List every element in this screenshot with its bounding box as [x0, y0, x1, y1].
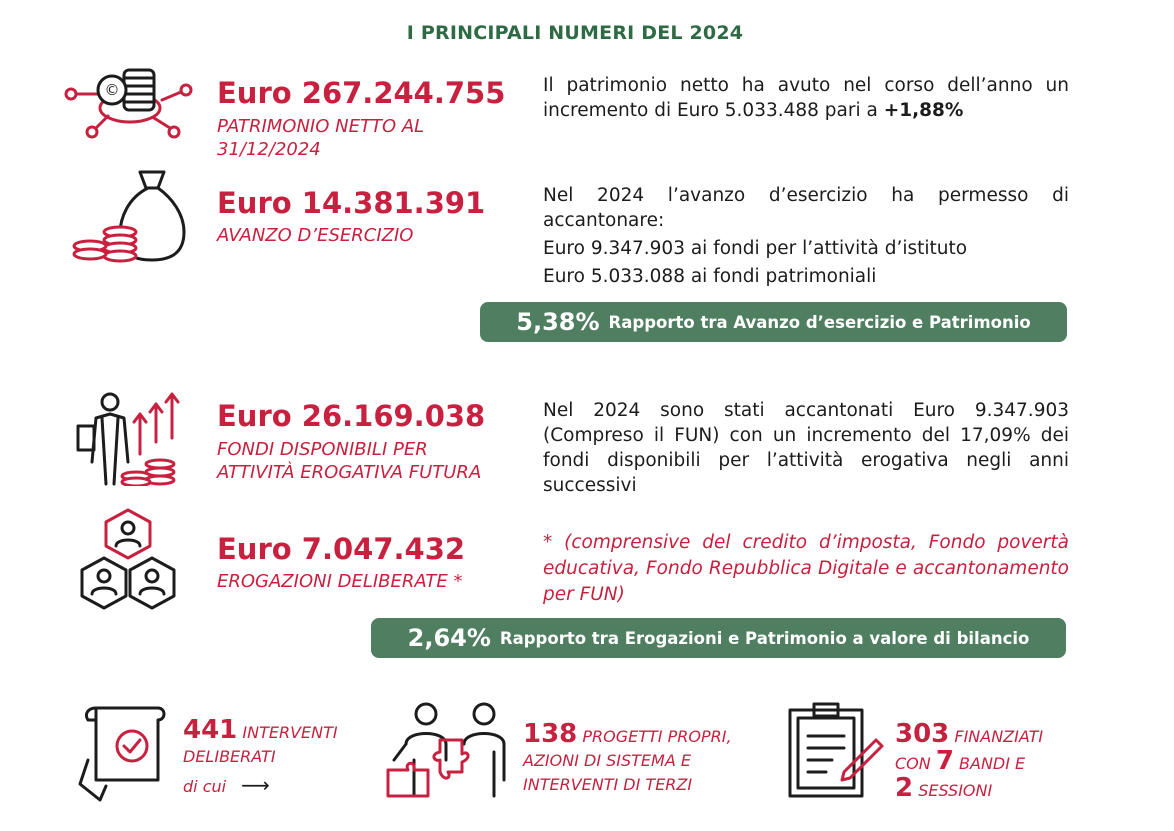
desc-fondi: Nel 2024 sono stati accantonati Euro 9.347.903 (Compreso il FUN) con un incremento del 17,09% dei fondi disponibili per l’attività erogativa negli anni successivi: [543, 400, 1069, 496]
arrow-right-icon: ⟶: [241, 773, 270, 797]
ratio-label: Rapporto tra Avanzo d’esercizio e Patrimonio: [608, 312, 1031, 332]
clipboard-icon: [786, 700, 886, 800]
amount-avanzo: Euro 14.381.391: [217, 186, 486, 220]
desc-avanzo: Nel 2024 l’avanzo d’esercizio ha permesso di accantonare: Euro 9.347.903 ai fondi per l’attività d’istituto Euro 5.033.088 ai fondi patrimoniali: [543, 185, 1069, 287]
businessman-growth-icon: [74, 392, 184, 486]
desc-patrimonio: Il patrimonio netto ha avuto nel corso dell’anno un incremento di Euro 5.033.488 pari a +1,88%: [543, 75, 1069, 121]
caption-avanzo: AVANZO D’ESERCIZIO: [217, 225, 414, 246]
ratio-value: 2,64%: [407, 624, 491, 652]
ratio-value: 5,38%: [516, 308, 600, 336]
caption-erogazioni: EROGAZIONI DELIBERATE *: [217, 571, 463, 592]
ratio-pill-erogazioni: [371, 618, 1066, 658]
stat-finanziati: 303 FINANZIATI CON 7 BANDI E 2 SESSIONI: [895, 719, 1044, 803]
page-title: I PRINCIPALI NUMERI DEL 2024: [406, 22, 744, 44]
caption-patrimonio: PATRIMONIO NETTO AL 31/12/2024: [217, 116, 425, 160]
stat-interventi: 441 INTERVENTI DELIBERATI di cui ⟶: [183, 715, 338, 797]
amount-erogazioni: Euro 7.047.432: [217, 532, 466, 566]
document-check-icon: [76, 700, 168, 804]
ratio-label: Rapporto tra Erogazioni e Patrimonio a valore di bilancio: [499, 628, 1030, 648]
puzzle-people-icon: [384, 700, 510, 800]
caption-fondi: FONDI DISPONIBILI PER ATTIVITÀ EROGATIVA FUTURA: [217, 439, 482, 483]
people-hexagons-icon: [76, 508, 180, 612]
amount-patrimonio: Euro 267.244.755: [217, 76, 506, 110]
stat-progetti: 138 PROGETTI PROPRI, AZIONI DI SISTEMA E INTERVENTI DI TERZI: [523, 719, 732, 794]
svg-text:©: ©: [104, 81, 120, 99]
ratio-pill-avanzo: [480, 302, 1067, 342]
coins-network-icon: [62, 64, 197, 142]
money-bag-icon: [68, 168, 188, 264]
amount-fondi: Euro 26.169.038: [217, 399, 486, 433]
note-erogazioni: * (comprensive del credito d’imposta, Fondo povertà educativa, Fondo Repubblica Digitale e accantonamento per FUN): [543, 532, 1069, 605]
